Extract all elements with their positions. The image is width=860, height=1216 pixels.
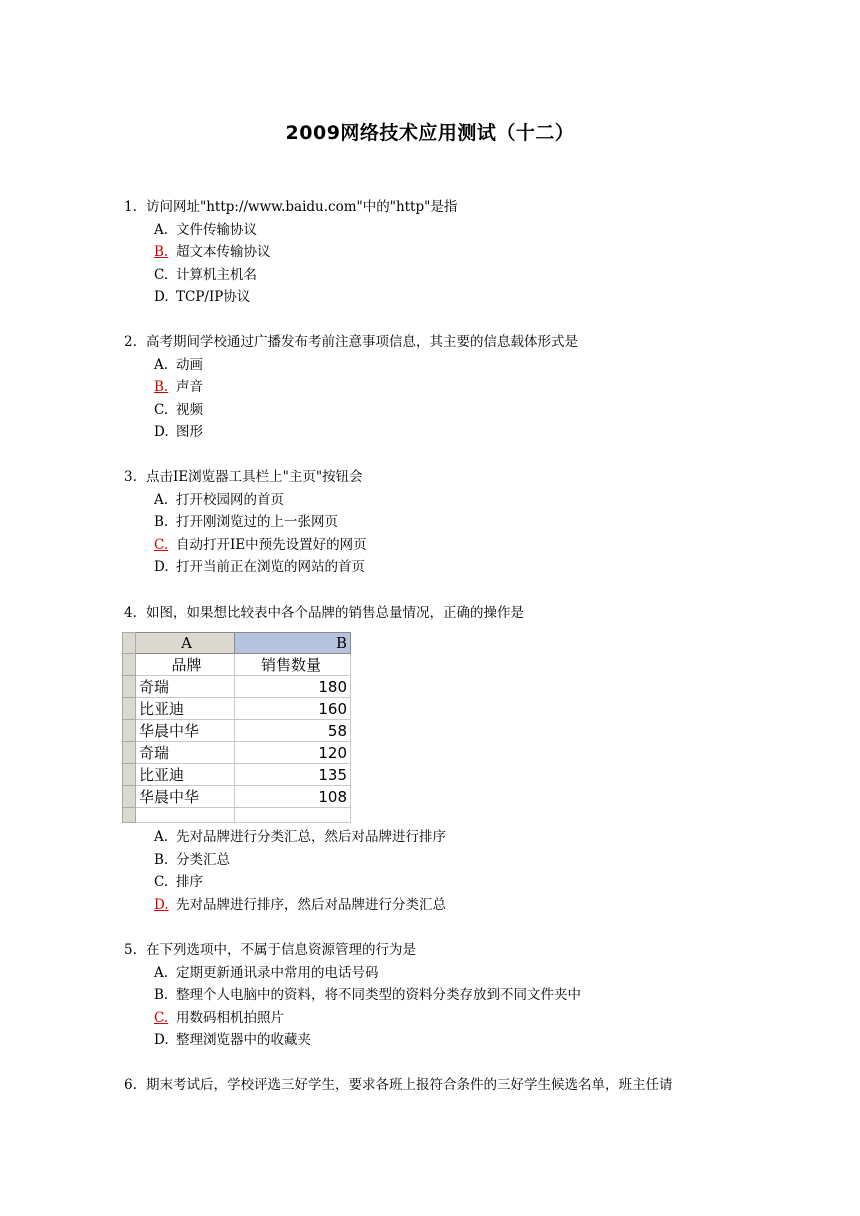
option-a	[124, 962, 581, 985]
row-header	[123, 742, 136, 764]
row-header	[123, 808, 136, 823]
question-text: 点击IE浏览器工具栏上"主页"按钮会	[146, 469, 363, 485]
option-d	[124, 421, 578, 444]
brand-cell: 华晨中华	[136, 786, 235, 808]
option-letter: B.	[154, 851, 169, 868]
option-text: 分类汇总	[176, 851, 230, 868]
column-header-b: B	[235, 633, 351, 654]
option-text: 视频	[176, 401, 203, 418]
option-letter: B.	[154, 987, 169, 1003]
question-1	[124, 196, 457, 309]
option-letter: C.	[154, 266, 169, 283]
question-number: 1.	[124, 199, 137, 215]
option-c	[124, 399, 578, 422]
option-text: 动画	[176, 356, 203, 373]
option-letter: D.	[154, 424, 169, 440]
question-number: 2.	[124, 334, 137, 350]
row-header	[123, 654, 136, 676]
row-header	[123, 786, 136, 808]
option-text: 打开刚浏览过的上一张网页	[176, 514, 338, 530]
sales-cell: 120	[235, 742, 351, 764]
answer-letter: B.	[154, 379, 169, 395]
option-letter: A.	[154, 491, 169, 508]
option-d	[124, 894, 446, 917]
option-a	[124, 826, 446, 849]
question-3	[124, 466, 367, 579]
option-text: 用数码相机拍照片	[176, 1009, 284, 1026]
answer-letter: C.	[154, 536, 169, 553]
header-brand: 品牌	[136, 654, 235, 676]
question-number: 5.	[124, 942, 137, 958]
option-text: 打开校园网的首页	[176, 491, 284, 508]
empty-row	[123, 808, 351, 823]
option-text: 定期更新通讯录中常用的电话号码	[176, 964, 379, 981]
option-b	[124, 511, 367, 534]
option-b	[124, 241, 457, 264]
question-2	[124, 331, 578, 444]
option-text: 打开当前正在浏览的网站的首页	[176, 559, 365, 575]
table-row	[123, 698, 351, 720]
option-letter: C.	[154, 874, 169, 890]
row-header	[123, 676, 136, 698]
option-text: 超文本传输协议	[176, 244, 271, 260]
option-text: 文件传输协议	[176, 221, 257, 238]
answer-letter: B.	[154, 244, 169, 260]
question-number: 4.	[124, 605, 137, 621]
option-a	[124, 354, 578, 377]
option-b	[124, 376, 578, 399]
option-c	[124, 534, 367, 557]
option-text: 整理个人电脑中的资料，将不同类型的资料分类存放到不同文件夹中	[176, 987, 581, 1003]
option-letter: B.	[154, 514, 169, 530]
corner-cell	[123, 633, 136, 654]
row-header	[123, 720, 136, 742]
option-text: 整理浏览器中的收藏夹	[176, 1032, 311, 1048]
table-row	[123, 720, 351, 742]
brand-cell: 比亚迪	[136, 698, 235, 720]
spreadsheet-figure	[122, 632, 351, 823]
brand-cell: 奇瑞	[136, 742, 235, 764]
option-letter: A.	[154, 829, 169, 845]
table-header-row	[123, 654, 351, 676]
brand-cell: 奇瑞	[136, 676, 235, 698]
empty-cell	[136, 808, 235, 823]
option-text: 排序	[176, 874, 203, 890]
column-header-row	[123, 633, 351, 654]
question-number: 6.	[124, 1077, 137, 1093]
option-letter: A.	[154, 356, 169, 373]
table-row	[123, 764, 351, 786]
option-b	[124, 849, 446, 872]
empty-cell	[235, 808, 351, 823]
option-c	[124, 871, 446, 894]
option-text: 声音	[176, 379, 203, 395]
option-letter: D.	[154, 559, 169, 575]
page-title: 2009网络技术应用测试（十二）	[285, 122, 575, 144]
table-row	[123, 742, 351, 764]
option-text: 先对品牌进行分类汇总，然后对品牌进行排序	[176, 829, 446, 845]
option-c	[124, 1007, 581, 1030]
table-row	[123, 786, 351, 808]
option-text: 先对品牌进行排序，然后对品牌进行分类汇总	[176, 896, 446, 913]
question-text: 在下列选项中，不属于信息资源管理的行为是	[146, 942, 416, 958]
option-text: 图形	[176, 424, 203, 440]
question-text: 如图，如果想比较表中各个品牌的销售总量情况，正确的操作是	[146, 605, 524, 621]
header-sales: 销售数量	[235, 654, 351, 676]
option-text: TCP/IP协议	[176, 289, 251, 305]
option-letter: D.	[154, 289, 169, 305]
option-letter: C.	[154, 401, 169, 418]
question-4-options	[124, 826, 446, 916]
answer-letter: C.	[154, 1009, 169, 1026]
sales-cell: 108	[235, 786, 351, 808]
question-text: 高考期间学校通过广播发布考前注意事项信息，其主要的信息载体形式是	[146, 334, 578, 350]
question-number: 3.	[124, 469, 137, 485]
option-letter: A.	[154, 221, 169, 238]
sales-cell: 160	[235, 698, 351, 720]
option-text: 计算机主机名	[176, 266, 257, 283]
table-row	[123, 676, 351, 698]
option-text: 自动打开IE中预先设置好的网页	[176, 536, 367, 553]
question-text: 期末考试后，学校评选三好学生，要求各班上报符合条件的三好学生候选名单，班主任请	[146, 1077, 673, 1093]
sales-cell: 180	[235, 676, 351, 698]
sales-cell: 135	[235, 764, 351, 786]
question-5	[124, 939, 581, 1052]
option-d	[124, 286, 457, 309]
sales-cell: 58	[235, 720, 351, 742]
option-a	[124, 489, 367, 512]
option-d	[124, 1029, 581, 1052]
row-header	[123, 764, 136, 786]
option-b	[124, 984, 581, 1007]
option-d	[124, 556, 367, 579]
column-header-a: A	[136, 633, 235, 654]
option-a	[124, 219, 457, 242]
brand-cell: 华晨中华	[136, 720, 235, 742]
question-6	[124, 1074, 673, 1097]
option-c	[124, 264, 457, 287]
option-letter: D.	[154, 1032, 169, 1048]
brand-cell: 比亚迪	[136, 764, 235, 786]
answer-letter: D.	[154, 896, 169, 913]
option-letter: A.	[154, 964, 169, 981]
row-header	[123, 698, 136, 720]
question-4	[124, 602, 524, 625]
question-text: 访问网址"http://www.baidu.com"中的"http"是指	[146, 199, 458, 215]
